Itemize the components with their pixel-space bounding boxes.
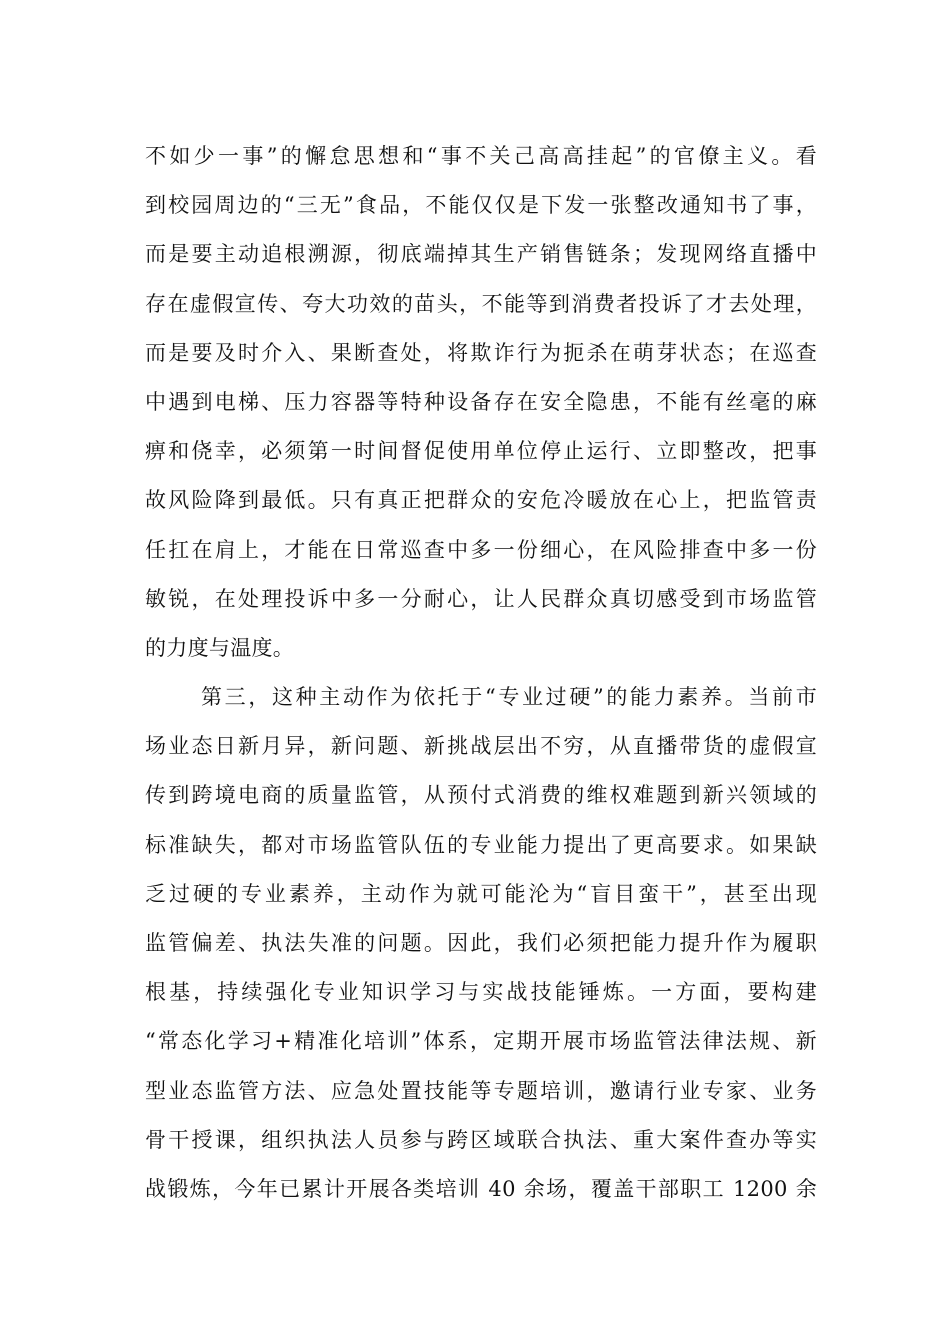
text-line-18: 根基，持续强化专业知识学习与实战技能锤炼。一方面，要构建 [145,980,817,1005]
text-line-11: 的力度与温度。 [145,635,295,660]
text-line-15: 标准缺失，都对市场监管队伍的专业能力提出了更高要求。如果缺 [145,832,817,857]
paragraph-start-line: 第三，这种主动作为依托于“专业过硬”的能力素养。当前市 [201,685,817,710]
text-line-19: “常态化学习+精准化培训”体系，定期开展市场监管法律法规、新 [145,1029,817,1054]
text-line-6: 中遇到电梯、压力容器等特种设备存在安全隐患，不能有丝毫的麻 [145,389,817,414]
text-line-17: 监管偏差、执法失准的问题。因此，我们必须把能力提升作为履职 [145,931,817,955]
text-line-2: 到校园周边的“三无”食品，不能仅仅是下发一张整改通知书了事， [145,193,817,218]
text-line-7: 痹和侥幸，必须第一时间督促使用单位停止运行、立即整改，把事 [145,439,817,464]
text-line-3: 而是要主动追根溯源，彻底端掉其生产销售链条；发现网络直播中 [145,242,817,267]
text-line-14: 传到跨境电商的质量监管，从预付式消费的维权难题到新兴领域的 [145,783,817,808]
text-line-16: 乏过硬的专业素养，主动作为就可能沦为“盲目蛮干”，甚至出现 [145,881,817,906]
text-line-5: 而是要及时介入、果断查处，将欺诈行为扼杀在萌芽状态；在巡查 [145,340,817,365]
text-line-1: 不如少一事”的懈怠思想和“事不关己高高挂起”的官僚主义。看 [145,144,817,168]
text-line-10: 敏锐，在处理投诉中多一分耐心，让人民群众真切感受到市场监管 [145,586,817,611]
text-line-9: 任扛在肩上，才能在日常巡查中多一份细心，在风险排查中多一份 [145,537,817,562]
text-line-8: 故风险降到最低。只有真正把群众的安危冷暖放在心上，把监管责 [145,488,817,513]
text-line-13: 场业态日新月异，新问题、新挑战层出不穷，从直播带货的虚假宣 [145,734,817,759]
text-line-22: 战锻炼，今年已累计开展各类培训 40 余场，覆盖干部职工 1200 余 [145,1176,817,1201]
body-text [145,132,817,1214]
text-line-20: 型业态监管方法、应急处置技能等专题培训，邀请行业专家、业务 [145,1078,817,1103]
text-line-4: 存在虚假宣传、夸大功效的苗头，不能等到消费者投诉了才去处理， [145,291,817,316]
text-line-21: 骨干授课，组织执法人员参与跨区域联合执法、重大案件查办等实 [145,1127,817,1152]
